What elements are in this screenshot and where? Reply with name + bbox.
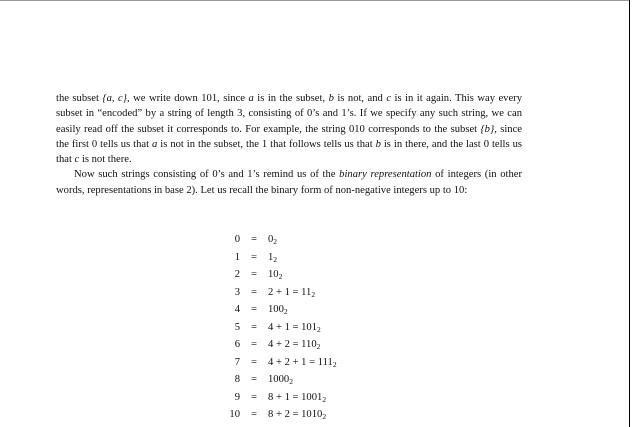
paragraph-binary-intro: [56, 167, 522, 198]
math-var-a: a: [152, 138, 158, 150]
binary-row: [218, 301, 337, 319]
binary-row: [218, 266, 337, 284]
binary-row: [218, 389, 337, 407]
math-set-ac: {a, c}: [102, 93, 127, 104]
text-span: is not there.: [79, 154, 132, 166]
binary-expression-text: 1: [268, 251, 274, 263]
base-subscript: 2: [278, 272, 283, 281]
equals-sign: =: [251, 391, 257, 403]
equals-sign: =: [251, 286, 257, 298]
binary-expression-text: 0: [268, 234, 274, 245]
viewer-top-border: [0, 0, 630, 1]
math-var-a: a: [248, 93, 254, 104]
binary-expression: [268, 319, 337, 337]
base-subscript: 2: [311, 289, 316, 299]
binary-row: [218, 336, 337, 354]
equals-sign: =: [251, 251, 257, 263]
binary-table-body: [218, 231, 337, 424]
decimal-value: 0: [234, 234, 240, 245]
paragraph-subset-encoding: [56, 91, 522, 167]
binary-row: [218, 284, 337, 302]
binary-expression-text: 10: [268, 269, 279, 280]
decimal-value: 8: [234, 374, 240, 385]
text-span: Now such strings consisting of 0’s and 1’s remind us of the: [74, 169, 340, 181]
decimal-value: 4: [234, 304, 240, 315]
base-subscript: 2: [316, 342, 321, 351]
base-subscript: 2: [273, 237, 278, 246]
equals-sign: =: [251, 321, 257, 333]
base-subscript: 2: [273, 254, 278, 264]
binary-expression: [268, 266, 337, 284]
binary-expression: [268, 301, 337, 319]
binary-expression-text: 4 + 1 = 101: [268, 321, 318, 333]
binary-row: [218, 319, 337, 337]
math-var-b: b: [328, 93, 334, 104]
text-span: is in it again. This way every subset in “encoded” by a string of length 3, consisting of 0’s and 1’s. If we specify any such string, we can easily read off the subset it corresponds to. For example, the string 010 corresponds to the subset: [56, 93, 522, 135]
base-subscript: 2: [317, 324, 321, 334]
binary-row: [218, 231, 337, 249]
base-subscript: 2: [332, 359, 337, 369]
binary-representation-table: [218, 231, 337, 424]
binary-expression-text: 100: [268, 304, 284, 315]
text-span: is not, and: [333, 93, 387, 104]
binary-expression-text: 4 + 2 = 110: [268, 339, 317, 350]
text-span: of integers (in other words, representations in base 2). Let us recall the binary form of non-negative integers up to 10:: [56, 169, 523, 196]
text-span: , we write down 101, since: [127, 93, 249, 104]
decimal-value: 9: [234, 391, 240, 403]
equals-sign: =: [251, 339, 257, 350]
binary-expression: [268, 249, 337, 267]
decimal-value: 2: [234, 269, 240, 280]
math-var-c: c: [74, 154, 80, 166]
binary-expression: [268, 336, 337, 354]
binary-expression-text: 8 + 2 = 1010: [268, 409, 323, 420]
binary-expression: [268, 389, 337, 407]
binary-expression-text: 2 + 1 = 11: [268, 286, 312, 298]
base-subscript: 2: [289, 377, 293, 386]
binary-expression: [268, 371, 337, 389]
binary-expression-text: 4 + 2 + 1 = 111: [268, 356, 333, 368]
binary-expression: [268, 406, 337, 424]
math-var-c: c: [386, 93, 392, 104]
binary-expression: [268, 231, 337, 249]
base-subscript: 2: [283, 307, 288, 316]
decimal-value: 7: [234, 356, 240, 368]
decimal-value: 3: [234, 286, 240, 298]
text-span: is in the subset,: [253, 93, 329, 104]
equals-sign: =: [251, 409, 257, 420]
document-page: [56, 91, 522, 198]
base-subscript: 2: [322, 394, 327, 404]
decimal-value: 10: [229, 409, 240, 420]
binary-expression-text: 8 + 1 = 1001: [268, 391, 323, 403]
decimal-value: 6: [234, 339, 240, 350]
binary-row: [218, 249, 337, 267]
math-var-b: b: [375, 138, 381, 150]
binary-row: [218, 406, 337, 424]
emphasized-term: binary representation: [339, 169, 432, 181]
binary-row: [218, 354, 337, 372]
decimal-value: 1: [234, 251, 240, 263]
text-span: the subset: [56, 93, 103, 104]
equals-sign: =: [251, 304, 257, 315]
equals-sign: =: [251, 374, 257, 385]
text-span: is in there, and the last 0 tells us that: [56, 138, 522, 166]
binary-expression-text: 1000: [268, 374, 290, 385]
equals-sign: =: [251, 356, 257, 368]
binary-expression: [268, 354, 337, 372]
equals-sign: =: [251, 269, 257, 280]
text-span: is not in the subset, the 1 that follows tells us that: [157, 138, 376, 150]
viewer-right-border: [629, 0, 630, 427]
equals-sign: =: [251, 234, 257, 245]
math-set-b: {b}: [480, 123, 495, 135]
decimal-value: 5: [234, 321, 240, 333]
base-subscript: 2: [322, 412, 327, 421]
text-span: , since the first 0 tells us that: [56, 123, 522, 150]
binary-expression: [268, 284, 337, 302]
binary-row: [218, 371, 337, 389]
